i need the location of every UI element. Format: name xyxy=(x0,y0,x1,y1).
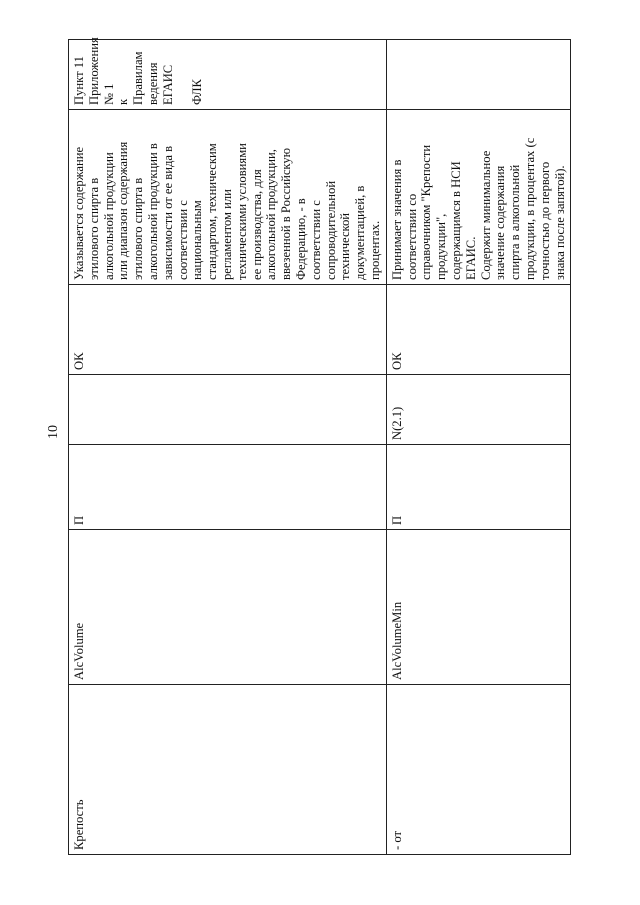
cell-field-format: N(2.1) xyxy=(386,375,571,445)
table-row-strength-min xyxy=(386,40,571,855)
cell-field-status: ОК xyxy=(69,285,387,375)
cell-field-type: П xyxy=(69,445,387,530)
table-row-strength xyxy=(69,40,387,855)
cell-field-tag: AlcVolumeMin xyxy=(386,530,571,685)
document-table-container xyxy=(68,37,567,855)
page-number: 10 xyxy=(46,425,61,439)
cell-field-tag: AlcVolume xyxy=(69,530,387,685)
cell-field-description: Указывается содержание этилового спирта в алкогольной продукции или диапазон содержания этилового спирта в алкогольной продукции в зависимости от ее вида в соответствии с национальным стандартом, техническим регламентом или техническими условиями ее производства, для алкогольной продукции, ввезенной в Российскую Федерацию, - в соответствии с сопроводительной технической документацией, в процентах. xyxy=(69,110,387,285)
cell-field-status: ОК xyxy=(386,285,571,375)
cell-field-format xyxy=(69,375,387,445)
cell-field-basis: Пункт 11 Приложения № 1 к Правилам ведения ЕГАИС ФЛК xyxy=(69,40,387,110)
cell-field-description: Принимает значения в соответствии со справочником "Крепости продукции", содержащимся в НСИ ЕГАИС. Содержит минимальное значение содержания спирта в алкогольной продукции, в процентах (с точностью до первого знака после запятой). xyxy=(386,110,571,285)
cell-field-type: П xyxy=(386,445,571,530)
cell-field-name: Крепость xyxy=(69,685,387,855)
fields-table xyxy=(68,39,571,855)
cell-field-name: - от xyxy=(386,685,571,855)
cell-field-basis xyxy=(386,40,571,110)
